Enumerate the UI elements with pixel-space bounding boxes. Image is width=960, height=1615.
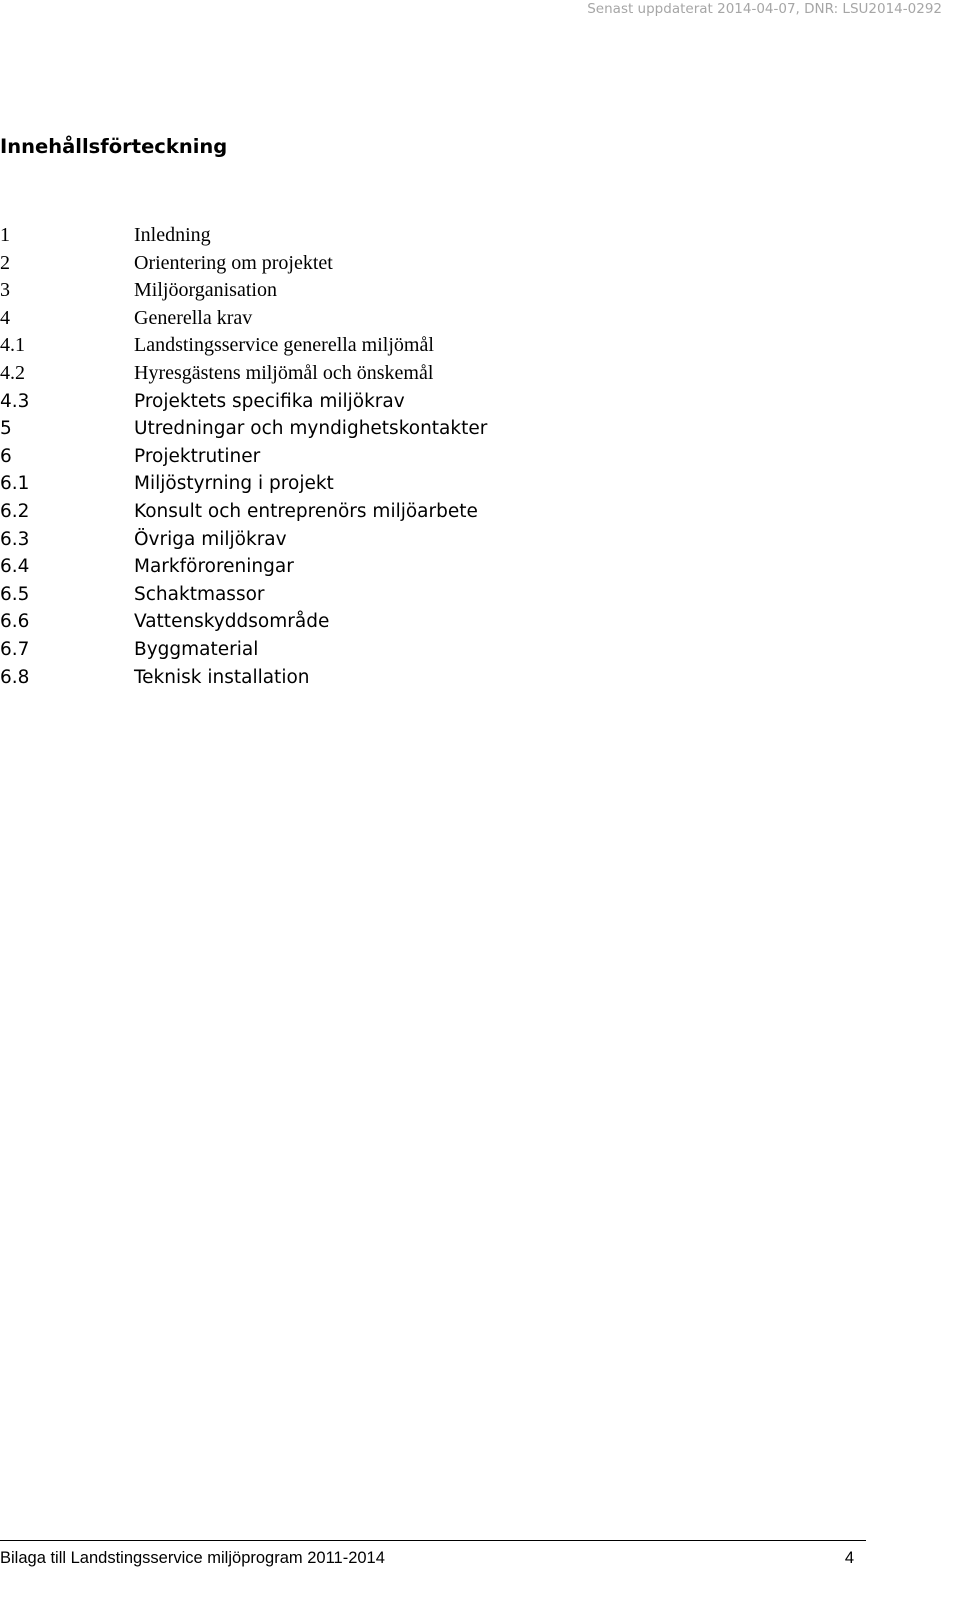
- page-footer: [0, 1540, 866, 1567]
- toc-entry-number: 6.5: [0, 583, 30, 605]
- toc-entry-label: Teknisk installation: [134, 666, 310, 688]
- toc-entry-number: 5: [0, 418, 12, 440]
- table-of-contents: [0, 222, 600, 691]
- toc-entry: [0, 332, 600, 360]
- toc-entry: [0, 498, 600, 526]
- toc-entry: [0, 608, 600, 636]
- toc-entry: [0, 388, 600, 416]
- document-header-meta: Senast uppdaterat 2014-04-07, DNR: LSU2014-0292: [587, 1, 942, 17]
- toc-entry: [0, 526, 600, 554]
- toc-entry-label: Projektrutiner: [134, 445, 261, 467]
- toc-entry: [0, 470, 600, 498]
- toc-entry: [0, 443, 600, 471]
- toc-entry-number: 6.4: [0, 556, 30, 578]
- toc-entry: [0, 277, 600, 305]
- toc-entry-number: 4: [0, 306, 10, 329]
- toc-entry: [0, 222, 600, 250]
- toc-entry: [0, 415, 600, 443]
- toc-title: Innehållsförteckning: [0, 135, 228, 158]
- footer-document-title: Bilaga till Landstingsservice miljöprogram 2011-2014: [0, 1549, 385, 1567]
- toc-entry-number: 3: [0, 279, 10, 302]
- toc-entry-label: Miljöorganisation: [134, 279, 277, 302]
- toc-entry-label: Generella krav: [134, 306, 253, 329]
- toc-entry-number: 6.6: [0, 611, 30, 633]
- toc-entry-label: Orientering om projektet: [134, 251, 333, 274]
- toc-entry-label: Hyresgästens miljömål och önskemål: [134, 361, 434, 384]
- toc-entry-label: Utredningar och myndighetskontakter: [134, 418, 488, 440]
- toc-entry-number: 4.1: [0, 334, 25, 357]
- toc-entry-label: Övriga miljökrav: [134, 528, 287, 550]
- toc-entry-label: Byggmaterial: [134, 638, 259, 660]
- toc-entry-number: 2: [0, 251, 10, 274]
- toc-entry-label: Konsult och entreprenörs miljöarbete: [134, 500, 478, 522]
- toc-entry: [0, 553, 600, 581]
- toc-entry-label: Markföroreningar: [134, 556, 294, 578]
- toc-entry-label: Inledning: [134, 224, 211, 246]
- toc-entry-number: 1: [0, 224, 10, 246]
- toc-entry-number: 4.3: [0, 390, 30, 412]
- toc-entry-number: 4.2: [0, 361, 25, 384]
- toc-entry: [0, 250, 600, 278]
- toc-entry-label: Schaktmassor: [134, 583, 265, 605]
- toc-entry-number: 6.7: [0, 638, 30, 660]
- page-number: 4: [844, 1549, 854, 1567]
- toc-entry-number: 6.8: [0, 666, 30, 688]
- toc-entry-number: 6.1: [0, 473, 30, 495]
- toc-entry-label: Vattenskyddsområde: [134, 611, 330, 633]
- toc-entry-label: Landstingsservice generella miljömål: [134, 334, 434, 357]
- toc-entry-number: 6.3: [0, 528, 30, 550]
- toc-entry-number: 6: [0, 445, 12, 467]
- toc-entry: [0, 360, 600, 388]
- toc-entry-label: Projektets specifika miljökrav: [134, 390, 405, 412]
- toc-entry: [0, 305, 600, 333]
- toc-entry: [0, 664, 600, 692]
- toc-entry-number: 6.2: [0, 500, 30, 522]
- toc-entry: [0, 581, 600, 609]
- toc-entry-label: Miljöstyrning i projekt: [134, 473, 334, 495]
- toc-entry: [0, 636, 600, 664]
